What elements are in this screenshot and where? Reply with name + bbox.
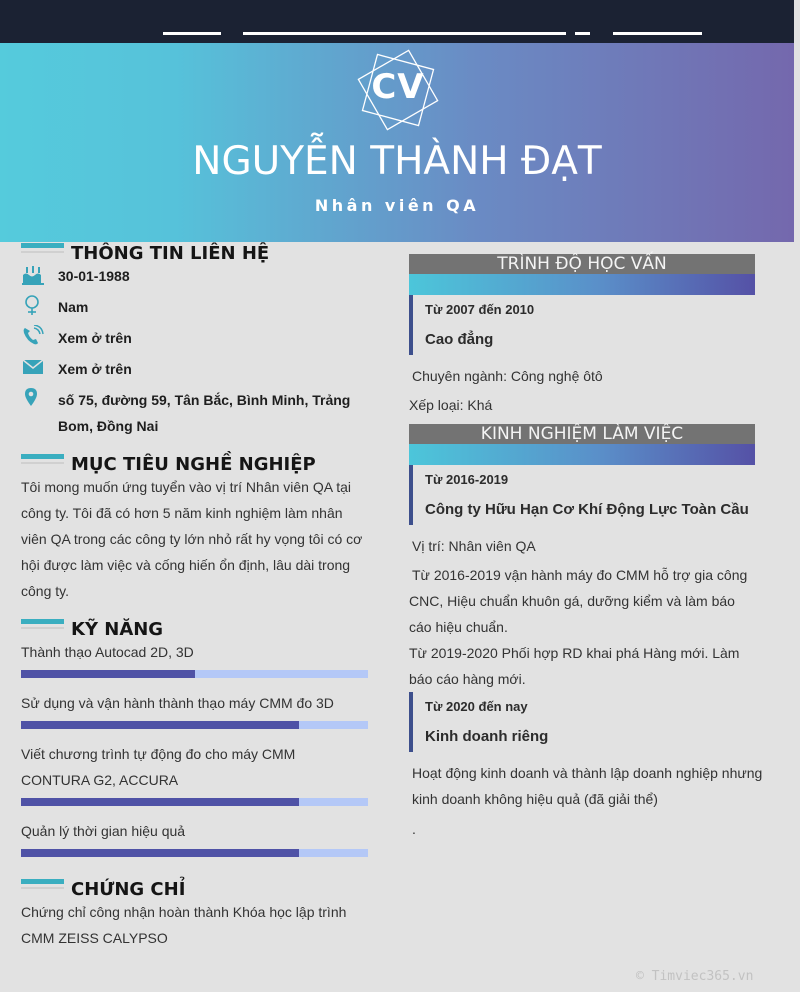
envelope-icon — [21, 356, 45, 378]
skill-bar-fill — [21, 798, 299, 806]
skill-bar — [21, 670, 368, 678]
skill-item — [21, 741, 368, 793]
skills-heading: KỸ NĂNG — [71, 619, 164, 640]
birthday-cake-icon — [21, 263, 45, 285]
education-entry — [409, 295, 755, 355]
gender-text: Nam — [58, 299, 89, 315]
skill-bar — [21, 849, 368, 857]
skill-bar — [21, 721, 368, 729]
contact-heading: THÔNG TIN LIÊN HỆ — [71, 243, 270, 264]
skill-item — [21, 690, 368, 716]
experience-section-heading — [409, 424, 755, 465]
objective-heading: MỤC TIÊU NGHỀ NGHIỆP — [71, 454, 316, 475]
job-extra: . — [412, 821, 416, 837]
job-description: Từ 2019-2020 Phối hợp RD khai phá Hàng mới. Làm báo cáo hàng mới. — [409, 645, 740, 687]
job-company: Kinh doanh riêng — [425, 728, 549, 745]
skill-item — [21, 818, 368, 844]
certificates-text: Chứng chỉ công nhận hoàn thành Khóa học lập trình CMM ZEISS CALYPSO — [21, 904, 347, 946]
experience-heading: KINH NGHIỆM LÀM VIỆC — [409, 424, 755, 444]
skill-label: Thành thạo Autocad 2D, 3D — [21, 644, 194, 660]
skill-label: Sử dụng và vận hành thành thạo máy CMM đo 3D — [21, 695, 334, 711]
skill-bar-fill — [21, 721, 299, 729]
job-period: Từ 2020 đến nay — [425, 699, 528, 714]
watermark: © Timviec365.vn — [636, 969, 754, 984]
map-pin-icon — [21, 387, 45, 409]
experience-entry — [409, 692, 755, 752]
education-grade: Xếp loại: Khá — [409, 397, 493, 413]
email-text: Xem ở trên — [58, 361, 132, 377]
education-school: Cao đẳng — [425, 331, 494, 348]
top-bar — [0, 0, 794, 43]
certificates-heading: CHỨNG CHỈ — [71, 879, 186, 900]
address-text: số 75, đường 59, Tân Bắc, Bình Minh, Trảng Bom, Đồng Nai — [58, 392, 351, 434]
birthday-text: 30-01-1988 — [58, 268, 130, 284]
skill-bar-fill — [21, 849, 299, 857]
top-bar-line — [613, 32, 702, 35]
candidate-name: NGUYỄN THÀNH ĐẠT — [192, 139, 602, 184]
experience-entry — [409, 465, 755, 525]
job-company: Công ty Hữu Hạn Cơ Khí Động Lực Toàn Cầu — [425, 501, 749, 518]
job-description: Hoạt động kinh doanh và thành lập doanh nghiệp nhưng kinh doanh không hiệu quả (đã giải thể) — [412, 765, 763, 807]
top-bar-line — [163, 32, 221, 35]
education-period: Từ 2007 đến 2010 — [425, 302, 535, 317]
job-description: Từ 2016-2019 vận hành máy đo CMM hỗ trợ gia công CNC, Hiệu chuẩn khuôn gá, dưỡng kiểm và làm báo cáo hiệu chuẩn. — [409, 567, 748, 635]
job-period: Từ 2016-2019 — [425, 472, 509, 487]
skill-label: Quản lý thời gian hiệu quả — [21, 823, 186, 839]
education-heading: TRÌNH ĐỘ HỌC VẤN — [409, 254, 755, 274]
gender-icon — [21, 294, 45, 316]
logo-text: CV — [371, 67, 425, 107]
skill-label: Viết chương trình tự động đo cho máy CMM CONTURA G2, ACCURA — [21, 746, 296, 788]
phone-text: Xem ở trên — [58, 330, 132, 346]
education-major: Chuyên ngành: Công nghệ ôtô — [412, 368, 603, 384]
phone-icon — [21, 325, 45, 347]
skill-bar-fill — [21, 670, 195, 678]
candidate-title: Nhân viên QA — [314, 196, 480, 215]
cv-header — [0, 43, 794, 242]
job-position: Vị trí: Nhân viên QA — [412, 538, 536, 554]
skill-item — [21, 639, 368, 665]
education-section-heading — [409, 254, 755, 295]
skill-bar — [21, 798, 368, 806]
top-bar-line — [575, 32, 590, 35]
top-bar-line — [243, 32, 566, 35]
objective-text: Tôi mong muốn ứng tuyển vào vị trí Nhân viên QA tại công ty. Tôi đã có hơn 5 năm kinh nghiệm làm nhân viên QA trong các công ty lớn nhỏ rất hy vọng tôi có cơ hội được làm việc và cống hiến ổn định, lâu dài trong công ty. — [21, 479, 363, 599]
